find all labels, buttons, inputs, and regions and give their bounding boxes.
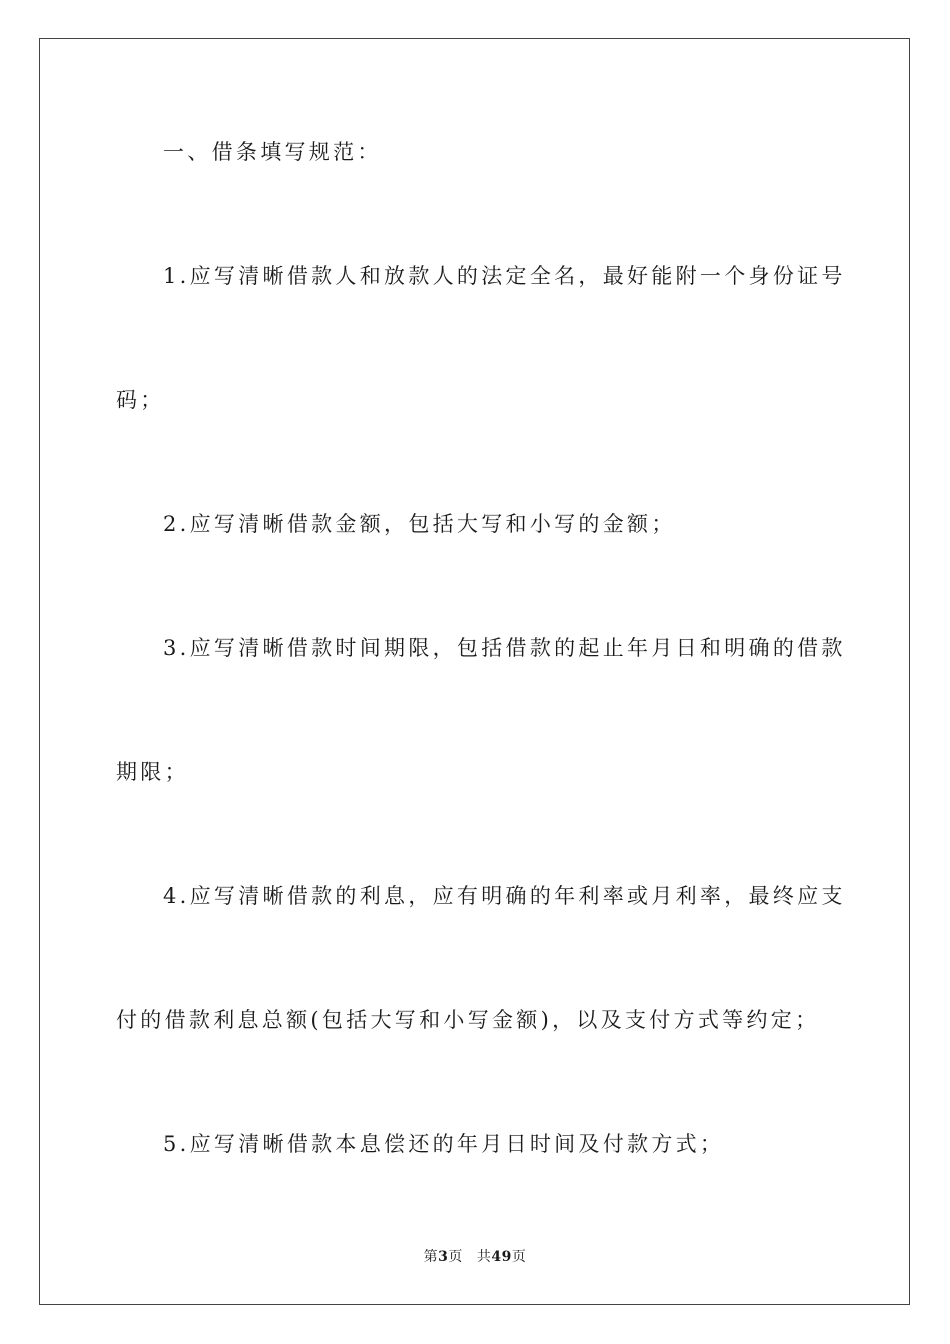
section-heading: 一、借条填写规范： [163,140,382,164]
rule-3-line-2: 期限； [116,760,189,784]
rule-2: 2.应写清晰借款金额，包括大写和小写的金额； [163,512,676,536]
total-prefix: 共 [476,1249,492,1265]
page-frame [39,38,910,1305]
page-number: 3 [438,1249,449,1265]
page-suffix: 页 [448,1249,463,1265]
rule-4-line-1: 4.应写清晰借款的利息，应有明确的年利率或月利率，最终应支 [163,884,846,908]
rule-5: 5.应写清晰借款本息偿还的年月日时间及付款方式； [163,1132,725,1156]
page-footer [0,1248,950,1266]
rule-4-line-2: 付的借款利息总额(包括大写和小写金额)，以及支付方式等约定； [116,1008,820,1032]
rule-1-line-1: 1.应写清晰借款人和放款人的法定全名，最好能附一个身份证号 [163,264,846,288]
total-pages: 49 [491,1249,512,1265]
total-suffix: 页 [511,1249,527,1265]
page-prefix: 第 [423,1249,439,1265]
rule-1-line-2: 码； [116,388,165,412]
rule-3-line-1: 3.应写清晰借款时间期限，包括借款的起止年月日和明确的借款 [163,636,846,660]
